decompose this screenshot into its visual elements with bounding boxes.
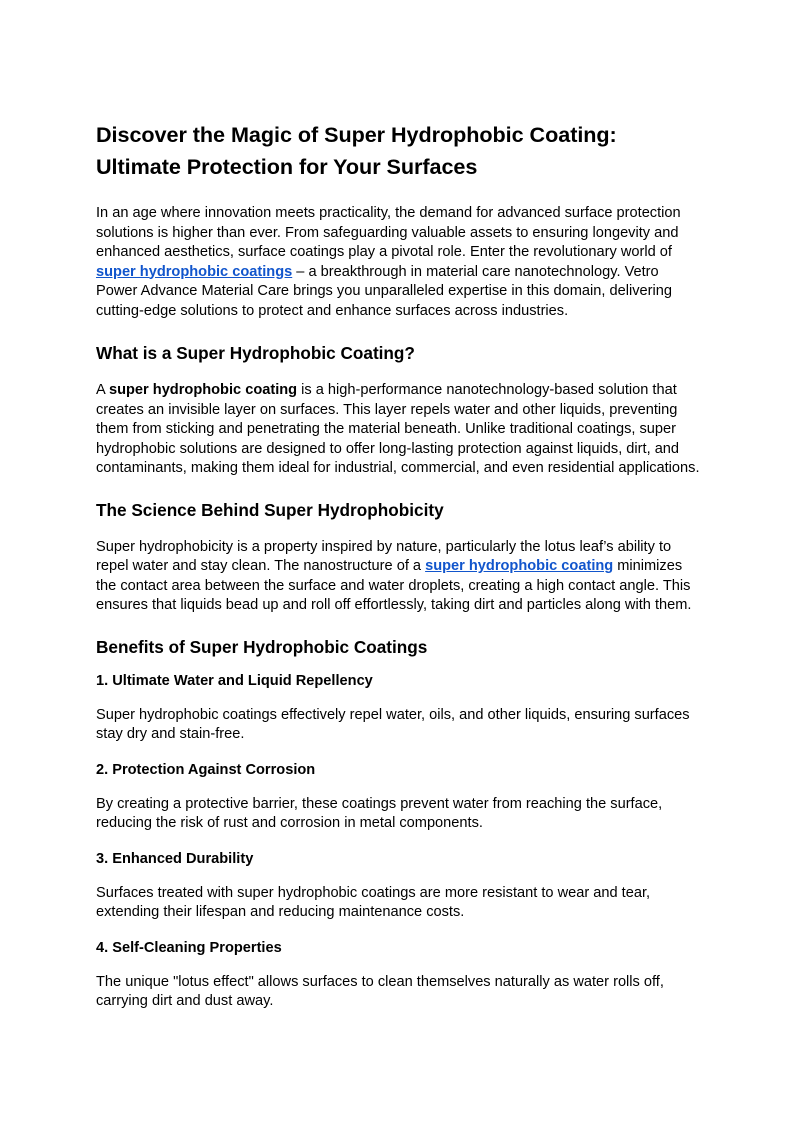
science-paragraph: [96, 538, 702, 616]
intro-paragraph: [96, 204, 702, 321]
document-page: [96, 119, 702, 1028]
science-text-start: Super hydrophobicity is a property inspired by nature, particularly the lotus leaf’s ability to repel water and stay clean. The nanostructure of a: [96, 538, 672, 574]
benefit-title-self-cleaning: 4. Self-Cleaning Properties: [96, 939, 282, 956]
section-heading-benefits: Benefits of Super Hydrophobic Coatings: [96, 636, 428, 657]
section-heading-what-is: What is a Super Hydrophobic Coating?: [96, 343, 415, 363]
what-is-bold-term: super hydrophobic coating: [108, 382, 298, 398]
what-is-text: is a high-performance nanotechnology-based solution that creates an invisible layer on surfaces. This layer repels water and other liquids, preventing them from sticking and penetrating the material beneath. Unlike traditional coatings, super hydrophobic solutions are designed to offer long-lasting protection against liquids, dirt, and contaminants, making them ideal for industrial, commercial, and even residential applications.: [96, 382, 700, 476]
intro-text-end: – a breakthrough in material care nanotechnology. Vetro Power Advance Material Care brings you unparalleled expertise in this domain, delivering cutting-edge solutions to protect and enhance surfaces across industries.: [96, 263, 672, 319]
benefit-text-water-repellency: Super hydrophobic coatings effectively repel water, oils, and other liquids, ensuring surfaces stay dry and stain-free.: [96, 706, 690, 742]
what-is-prefix: A: [96, 382, 109, 398]
what-is-paragraph: [96, 381, 702, 479]
benefit-text-self-cleaning: The unique "lotus effect" allows surfaces to clean themselves naturally as water rolls off, carrying dirt and dust away.: [96, 973, 664, 1009]
super-hydrophobic-coating-link[interactable]: super hydrophobic coating: [425, 558, 614, 574]
section-heading-science: The Science Behind Super Hydrophobicity: [96, 499, 444, 520]
intro-text-start: In an age where innovation meets practicality, the demand for advanced surface protection solutions is higher than ever. From safeguarding valuable assets to ensuring longevity and enhanced aesthetics, surface coatings play a pivotal role. Enter the revolutionary world of: [96, 205, 681, 260]
page-title: Discover the Magic of Super Hydrophobic Coating: Ultimate Protection for Your Surfaces: [96, 122, 617, 179]
benefit-text-corrosion: By creating a protective barrier, these coatings prevent water from reaching the surface, reducing the risk of rust and corrosion in metal components.: [96, 795, 663, 831]
benefit-title-corrosion: 2. Protection Against Corrosion: [96, 761, 316, 778]
super-hydrophobic-coatings-link[interactable]: super hydrophobic coatings: [96, 263, 293, 280]
science-text-end: minimizes the contact area between the surface and water droplets, creating a high contact angle. This ensures that liquids bead up and roll off effortlessly, taking dirt and particles along with them.: [96, 558, 692, 613]
benefit-text-durability: Surfaces treated with super hydrophobic coatings are more resistant to wear and tear, extending their lifespan and reducing maintenance costs.: [96, 884, 651, 920]
benefit-title-water-repellency: 1. Ultimate Water and Liquid Repellency: [96, 672, 373, 689]
benefit-title-durability: 3. Enhanced Durability: [96, 850, 254, 867]
